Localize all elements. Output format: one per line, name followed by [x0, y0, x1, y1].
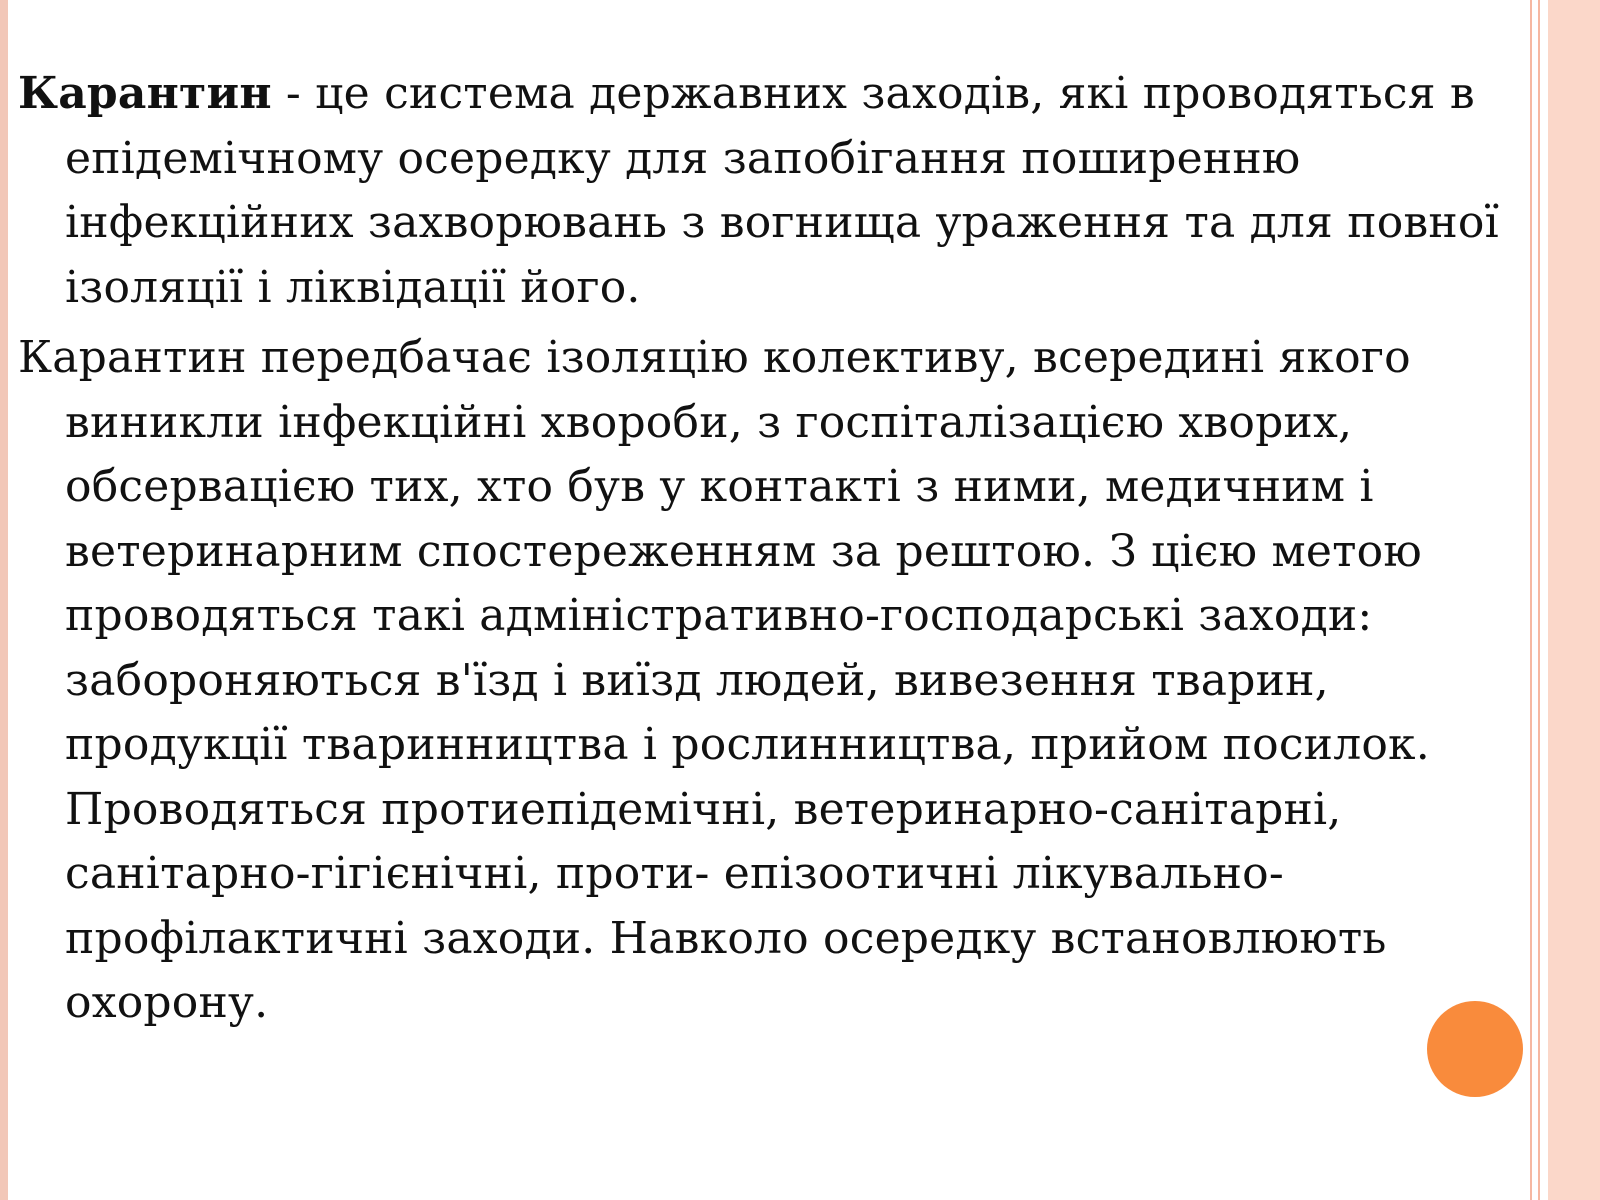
- slide-body: [18, 62, 1563, 1042]
- definition-text: - це система державних заходів, які проводяться в епідемічному осередку для запобігання поширенню інфекційних захворювань з вогнища ураження та для повної ізоляції і ліквідації його.: [65, 68, 1499, 313]
- left-border-stripe: [0, 0, 8, 1200]
- decorative-orange-circle: [1427, 1001, 1523, 1097]
- definition-paragraph: [18, 62, 1563, 320]
- definition-term: Карантин: [18, 68, 272, 119]
- quarantine-measures-paragraph: Карантин передбачає ізоляцію колективу, всередині якого виникли інфекційні хвороби, з госпіталізацією хворих, обсервацією тих, хто був у контакті з ними, медичним і ветеринарним спостереженням за рештою. З цією метою проводяться такі адміністративно-господарські заходи: забороняються в'їзд і виїзд людей, вивезення тварин, продукції тваринництва і рослинництва, прийом посилок. Проводяться протиепідемічні, ветеринарно-санітарні, санітарно-гігієнічні, проти- епізоотичні лікувально-профілактичні заходи. Навколо осередку встановлюють охорону.: [18, 332, 1430, 1028]
